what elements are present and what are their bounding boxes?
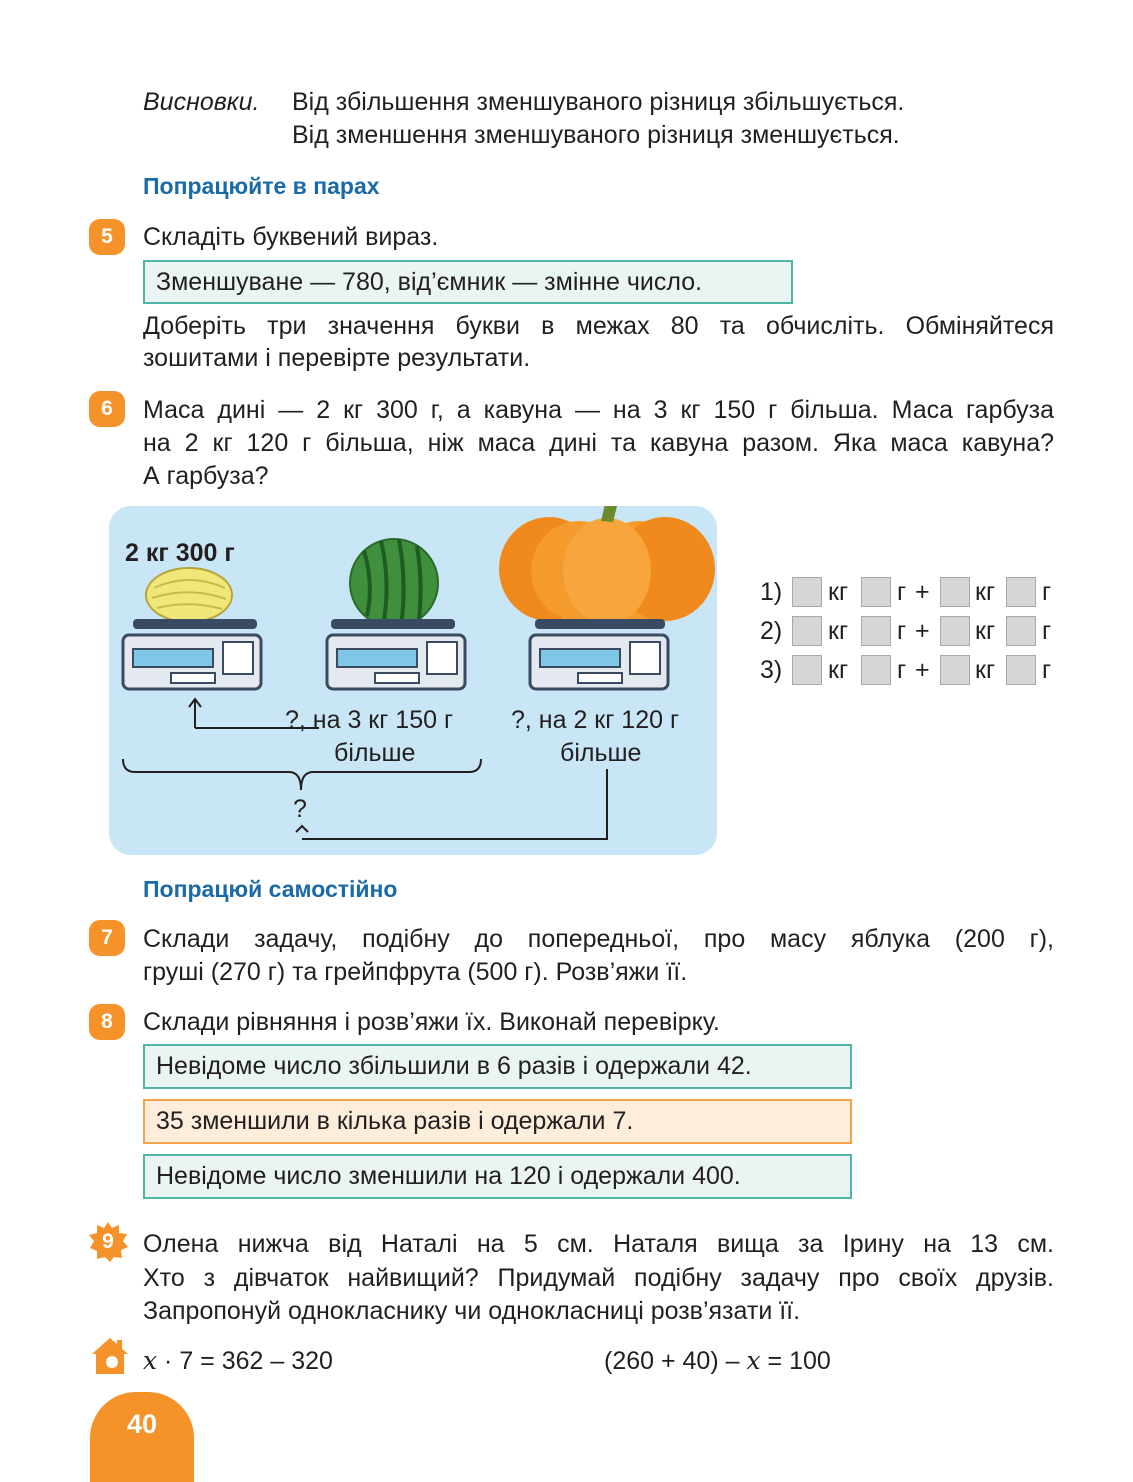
section-heading-self: Попрацюй самостійно xyxy=(143,876,398,902)
watermelon-icon xyxy=(350,539,438,627)
unit-kg: кг xyxy=(975,578,996,606)
plus-sign: + xyxy=(915,578,930,606)
task5-line-1: Складіть буквений вираз. xyxy=(143,223,439,251)
unit-g: г xyxy=(897,617,907,645)
conclusion-line-1: Від збільшення зменшуваного різниця збільшується. xyxy=(292,88,905,116)
conclusion-line-2: Від зменшення зменшуваного різниця зменшується. xyxy=(292,121,900,149)
unit-g: г xyxy=(1042,617,1052,645)
total-question: ? xyxy=(293,795,307,823)
scale-3-icon xyxy=(530,619,668,689)
task7-line-2: груші (270 г) та грейпфрута (500 г). Розв’яжи її. xyxy=(143,958,688,986)
watermelon-note-1: ?, на 3 кг 150 г xyxy=(285,706,454,734)
task8-equation-box-1: Невідоме число збільшили в 6 разів і одержали 42. xyxy=(143,1044,852,1089)
melon-mass-label: 2 кг 300 г xyxy=(125,539,235,567)
plus-sign: + xyxy=(915,656,930,684)
section-heading-pairs: Попрацюйте в парах xyxy=(143,173,380,199)
answer-box[interactable] xyxy=(1006,655,1036,685)
task9-line-3: Запропонуй однокласнику чи однокласниці розв’язати її. xyxy=(143,1297,801,1325)
unit-kg: кг xyxy=(975,656,996,684)
unit-g: г xyxy=(1042,578,1052,606)
fill-row-1 xyxy=(760,576,1060,608)
answer-box[interactable] xyxy=(940,577,970,607)
homework-equation-2 xyxy=(604,1345,831,1377)
task9-line-2: Хто з дівчаток найвищий? Придумай подібну задачу про своїх друзів. xyxy=(143,1264,1054,1292)
answer-box[interactable] xyxy=(861,577,891,607)
home-icon xyxy=(88,1334,132,1378)
answer-box[interactable] xyxy=(1006,577,1036,607)
unit-g: г xyxy=(897,578,907,606)
unit-kg: кг xyxy=(828,617,849,645)
fill-in-rows xyxy=(760,576,1060,694)
task5-box: Зменшуване — 780, від’ємник — змінне число. xyxy=(143,260,793,304)
unit-kg: кг xyxy=(975,617,996,645)
fill-row-3 xyxy=(760,654,1060,686)
fill-row-label: 3) xyxy=(760,656,783,684)
scale-2-icon xyxy=(327,619,465,689)
task6-line-3: А гарбуза? xyxy=(143,462,269,490)
plus-sign: + xyxy=(915,617,930,645)
unit-kg: кг xyxy=(828,656,849,684)
variable-x: x xyxy=(143,1346,158,1375)
melon-icon xyxy=(146,568,232,622)
task8-equation-box-3: Невідоме число зменшили на 120 і одержали 400. xyxy=(143,1154,852,1199)
answer-box[interactable] xyxy=(792,616,822,646)
conclusions-label: Висновки. xyxy=(143,88,260,116)
answer-box[interactable] xyxy=(861,655,891,685)
task6-line-1: Маса дині — 2 кг 300 г, а кавуна — на 3 кг 150 г більша. Маса гарбуза xyxy=(143,396,1054,424)
task-number-6: 6 xyxy=(89,391,125,427)
answer-box[interactable] xyxy=(792,577,822,607)
answer-box[interactable] xyxy=(940,616,970,646)
unit-g: г xyxy=(1042,656,1052,684)
task-number-9-badge xyxy=(88,1222,128,1262)
task-number-8: 8 xyxy=(89,1004,125,1040)
answer-box[interactable] xyxy=(1006,616,1036,646)
fill-row-label: 1) xyxy=(760,578,783,606)
task5-line-2: Доберіть три значення букви в межах 80 та обчисліть. Обміняйтеся xyxy=(143,312,1054,340)
answer-box[interactable] xyxy=(861,616,891,646)
page-number: 40 xyxy=(126,1409,158,1439)
unit-g: г xyxy=(897,656,907,684)
equation-rest: · 7 = 362 – 320 xyxy=(157,1347,333,1375)
task7-line-1: Склади задачу, подібну до попередньої, про масу яблука (200 г), xyxy=(143,925,1054,953)
task-number-9: 9 xyxy=(102,1230,114,1253)
homework-equation-1 xyxy=(143,1345,333,1377)
task8-equation-box-2: 35 зменшили в кілька разів і одержали 7. xyxy=(143,1099,852,1144)
equation-left: (260 + 40) – xyxy=(604,1347,747,1375)
pumpkin-note-1: ?, на 2 кг 120 г xyxy=(511,706,680,734)
task6-line-2: на 2 кг 120 г більша, ніж маса дині та кавуна разом. Яка маса кавуна? xyxy=(143,429,1054,457)
scale-1-icon xyxy=(123,619,261,689)
variable-x: x xyxy=(746,1346,761,1375)
task5-line-3: зошитами і перевірте результати. xyxy=(143,344,531,372)
pumpkin-icon xyxy=(499,506,715,624)
equation-rest: = 100 xyxy=(760,1347,831,1375)
answer-box[interactable] xyxy=(792,655,822,685)
unit-kg: кг xyxy=(828,578,849,606)
task-number-5: 5 xyxy=(89,219,125,255)
task9-line-1: Олена нижча від Наталі на 5 см. Наталя вища за Ірину на 13 см. xyxy=(143,1230,1054,1258)
task-number-7: 7 xyxy=(89,920,125,956)
task8-line-1: Склади рівняння і розв’яжи їх. Виконай перевірку. xyxy=(143,1008,720,1036)
fill-row-2 xyxy=(760,615,1060,647)
fill-row-label: 2) xyxy=(760,617,783,645)
watermelon-note-2: більше xyxy=(334,739,416,767)
answer-box[interactable] xyxy=(940,655,970,685)
pumpkin-note-2: більше xyxy=(560,739,642,767)
